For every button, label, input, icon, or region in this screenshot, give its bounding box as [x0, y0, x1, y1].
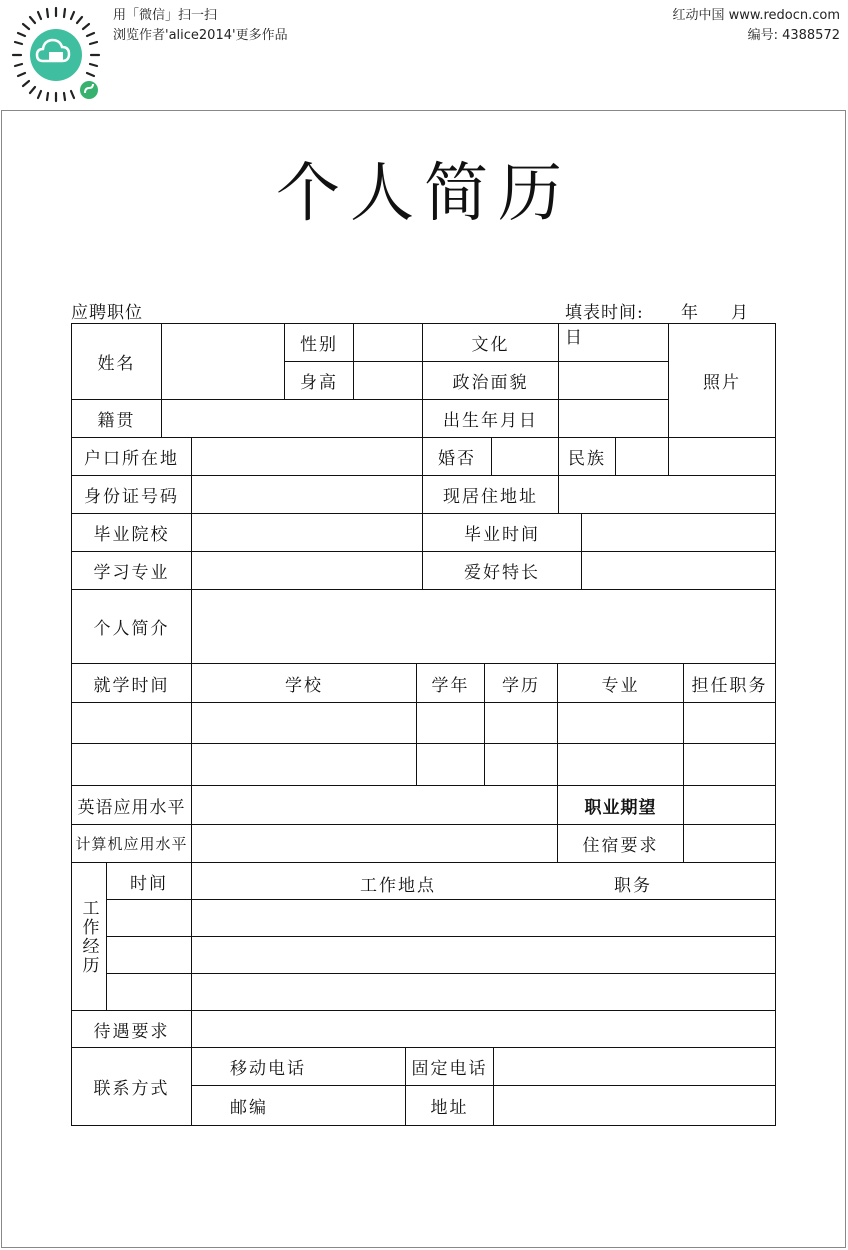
- ethnicity-label: 民族: [558, 437, 616, 476]
- english-field[interactable]: [191, 785, 558, 825]
- work-duty-label: 职务: [614, 876, 652, 896]
- id-field[interactable]: [191, 475, 423, 514]
- gender-label: 性别: [284, 323, 354, 362]
- mobile-label: 移动电话: [191, 1047, 406, 1086]
- hobby-label: 爱好特长: [422, 551, 582, 590]
- work-time-label: 时间: [106, 862, 192, 900]
- address-field[interactable]: [558, 475, 776, 514]
- ethnicity-extra-field[interactable]: [668, 437, 776, 476]
- work-row1-detail[interactable]: [191, 899, 776, 937]
- serial-number: 编号: 4388572: [747, 28, 840, 43]
- hukou-label: 户口所在地: [71, 437, 192, 476]
- major-label: 学习专业: [71, 551, 192, 590]
- address-label: 现居住地址: [422, 475, 559, 514]
- edu-row1-school[interactable]: [191, 702, 417, 744]
- postcode-label: 邮编: [191, 1085, 406, 1126]
- wechat-scan-text: 用「微信」扫一扫: [113, 8, 218, 23]
- profile-field[interactable]: [191, 589, 776, 664]
- work-place-label: 工作地点: [360, 876, 436, 896]
- hukou-field[interactable]: [191, 437, 423, 476]
- month-label: 月: [731, 303, 749, 323]
- school-label: 毕业院校: [71, 513, 192, 552]
- politics-label: 政治面貌: [422, 361, 559, 400]
- edu-header-time: 就学时间: [71, 663, 192, 703]
- work-exp-label: [71, 862, 107, 1011]
- author-link[interactable]: 浏览作者'alice2014'更多作品: [113, 28, 288, 43]
- work-row3-detail[interactable]: [191, 973, 776, 1011]
- culture-field[interactable]: [558, 323, 669, 362]
- edu-row1-major[interactable]: [557, 702, 684, 744]
- career-label: 职业期望: [557, 785, 684, 825]
- landline-label: 固定电话: [405, 1047, 494, 1086]
- id-label: 身份证号码: [71, 475, 192, 514]
- edu-header-school: 学校: [191, 663, 417, 703]
- computer-label: 计算机应用水平: [71, 824, 192, 863]
- major-field[interactable]: [191, 551, 423, 590]
- edu-row2-year[interactable]: [416, 743, 485, 786]
- edu-row2-time[interactable]: [71, 743, 192, 786]
- work-exp-text: 工作经历: [78, 898, 99, 975]
- lodging-field[interactable]: [683, 824, 776, 863]
- gender-field[interactable]: [353, 323, 423, 362]
- grad-time-label: 毕业时间: [422, 513, 582, 552]
- day-label: 日: [565, 328, 583, 348]
- work-header: [191, 862, 776, 900]
- edu-row2-school[interactable]: [191, 743, 417, 786]
- edu-row1-year[interactable]: [416, 702, 485, 744]
- contact-label: 联系方式: [71, 1047, 192, 1126]
- photo-box[interactable]: 照片: [668, 323, 776, 438]
- work-row2-time[interactable]: [106, 936, 192, 974]
- edu-row1-degree[interactable]: [484, 702, 558, 744]
- work-row2-detail[interactable]: [191, 936, 776, 974]
- edu-row2-duty[interactable]: [683, 743, 776, 786]
- edu-header-degree: 学历: [484, 663, 558, 703]
- birthdate-label: 出生年月日: [422, 399, 559, 438]
- work-row1-time[interactable]: [106, 899, 192, 937]
- hobby-field[interactable]: [581, 551, 776, 590]
- native-field[interactable]: [161, 399, 423, 438]
- work-row3-time[interactable]: [106, 973, 192, 1011]
- addr-field[interactable]: [493, 1085, 776, 1126]
- site-link[interactable]: 红动中国 www.redocn.com: [672, 8, 840, 23]
- height-label: 身高: [284, 361, 354, 400]
- native-label: 籍贯: [71, 399, 162, 438]
- marital-field[interactable]: [491, 437, 559, 476]
- birthdate-field[interactable]: [558, 399, 669, 438]
- mini-program-qr-icon[interactable]: [5, 4, 107, 106]
- career-field[interactable]: [683, 785, 776, 825]
- height-field[interactable]: [353, 361, 423, 400]
- position-label: 应聘职位: [71, 303, 143, 323]
- year-label: 年: [681, 303, 699, 323]
- school-field[interactable]: [191, 513, 423, 552]
- name-label: 姓名: [71, 323, 162, 400]
- marital-label: 婚否: [422, 437, 492, 476]
- header-right: [672, 6, 840, 46]
- header-left: [113, 6, 288, 46]
- date-label: 填表时间:: [565, 303, 644, 323]
- edu-row2-major[interactable]: [557, 743, 684, 786]
- computer-field[interactable]: [191, 824, 558, 863]
- landline-field[interactable]: [493, 1047, 776, 1086]
- edu-row1-time[interactable]: [71, 702, 192, 744]
- edu-row2-degree[interactable]: [484, 743, 558, 786]
- page-title: 个人简历: [276, 157, 572, 231]
- politics-field[interactable]: [558, 361, 669, 400]
- english-label: 英语应用水平: [71, 785, 192, 825]
- name-field[interactable]: [161, 323, 285, 400]
- edu-header-major: 专业: [557, 663, 684, 703]
- salary-label: 待遇要求: [71, 1010, 192, 1048]
- edu-row1-duty[interactable]: [683, 702, 776, 744]
- lodging-label: 住宿要求: [557, 824, 684, 863]
- edu-header-duty: 担任职务: [683, 663, 776, 703]
- addr-label: 地址: [405, 1085, 494, 1126]
- culture-label: 文化: [422, 323, 559, 362]
- edu-header-year: 学年: [416, 663, 485, 703]
- profile-label: 个人简介: [71, 589, 192, 664]
- ethnicity-field[interactable]: [615, 437, 669, 476]
- grad-time-field[interactable]: [581, 513, 776, 552]
- salary-field[interactable]: [191, 1010, 776, 1048]
